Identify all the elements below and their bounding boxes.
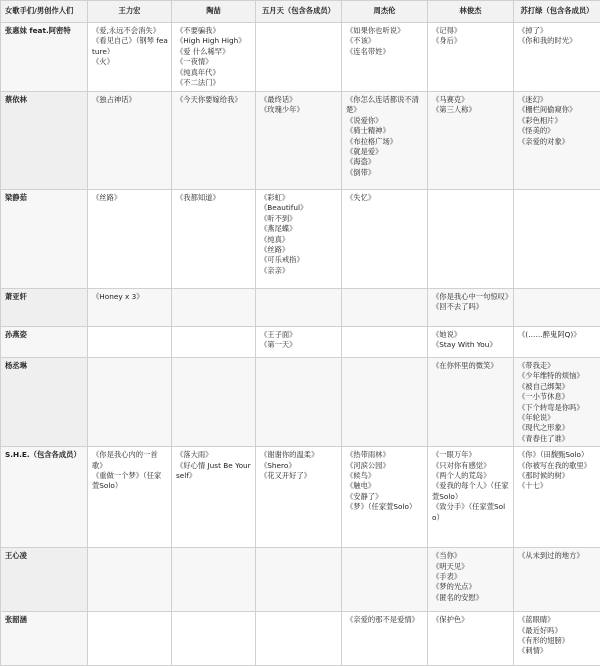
collab-cell [342, 447, 428, 548]
collab-cell [514, 358, 600, 447]
song-title: 《布拉格广场》 [346, 137, 424, 147]
song-title: 《Shero》 [260, 461, 338, 471]
singer-name: 王心凌 [1, 548, 88, 612]
collab-cell [428, 548, 514, 612]
collab-cell [172, 327, 256, 358]
song-title: 《听不到》 [260, 214, 338, 224]
song-title: 《看见自己》（钢琴 feature） [92, 36, 168, 57]
song-title: 《记得》 [432, 26, 510, 36]
song-title: 《燕尾蝶》 [260, 224, 338, 234]
song-title: 《如果你也听说》 [346, 26, 424, 36]
song-title: 《被自己绑架》 [518, 382, 597, 392]
song-title: 《连名带姓》 [346, 47, 424, 57]
collab-cell [428, 327, 514, 358]
song-title: 《爱我的每个人》（任家萱Solo） [432, 481, 510, 502]
singer-name: 梁静茹 [1, 190, 88, 289]
collab-cell [428, 289, 514, 327]
song-title: 《纯真年代》 [176, 68, 252, 78]
collab-cell [514, 92, 600, 190]
collab-cell [514, 190, 600, 289]
song-title: 《保护色》 [432, 615, 510, 625]
collab-cell [256, 23, 342, 92]
song-title: 《梦》（任家萱Solo） [346, 502, 424, 512]
collab-cell [514, 23, 600, 92]
song-title: 《候鸟》 [346, 471, 424, 481]
collab-cell [428, 190, 514, 289]
song-title: 《火》 [92, 57, 168, 67]
song-title: 《热带雨林》 [346, 450, 424, 460]
collab-cell [342, 92, 428, 190]
collab-cell [256, 92, 342, 190]
song-title: 《不要骗我》 [176, 26, 252, 36]
song-title: 《最终话》 [260, 95, 338, 105]
song-title: 《手表》 [432, 572, 510, 582]
song-title: 《Beautiful》 [260, 203, 338, 213]
header-mayday: 五月天（包含各成员） [256, 1, 342, 23]
song-title: 《她说》 [432, 330, 510, 340]
collab-cell [342, 190, 428, 289]
header-wang-leehom: 王力宏 [88, 1, 172, 23]
song-title: 《第三人称》 [432, 105, 510, 115]
singer-name: S.H.E.（包含各成员） [1, 447, 88, 548]
song-title: 《现代之形象》 [518, 423, 597, 433]
song-title: 《当你》 [432, 551, 510, 561]
collab-cell [514, 327, 600, 358]
song-title: 《你怎么连话都说不清楚》 [346, 95, 424, 116]
song-title: 《今天你要嫁给我》 [176, 95, 252, 105]
song-title: 《第一天》 [260, 340, 338, 350]
song-title: 《可乐戒指》 [260, 255, 338, 265]
song-title: 《带我走》 [518, 361, 597, 371]
collab-cell [172, 548, 256, 612]
collab-cell [172, 23, 256, 92]
song-title: 《不该》 [346, 36, 424, 46]
song-title: 《彩虹》 [260, 193, 338, 203]
song-title: 《最近好吗》 [518, 626, 597, 636]
table-row [1, 358, 600, 447]
collab-cell [172, 289, 256, 327]
song-title: 《迷幻》 [518, 95, 597, 105]
table-row [1, 327, 600, 358]
header-row [1, 1, 600, 23]
collab-cell [342, 358, 428, 447]
collab-cell [256, 289, 342, 327]
collab-cell [256, 447, 342, 548]
song-title: 《一小节休息》 [518, 392, 597, 402]
collab-cell [342, 327, 428, 358]
table-row [1, 190, 600, 289]
collab-cell [514, 548, 600, 612]
song-title: 《致分手》（任家萱Solo） [432, 502, 510, 523]
song-title: 《从未到过的地方》 [518, 551, 597, 561]
collab-cell [88, 447, 172, 548]
song-title: 《十七》 [518, 481, 597, 491]
collab-cell [256, 190, 342, 289]
collab-cell [342, 289, 428, 327]
singer-name: 蔡依林 [1, 92, 88, 190]
singer-name: 张韶涵 [1, 612, 88, 666]
song-title: 《爱 什么稀罕》 [176, 47, 252, 57]
song-title: 《Honey x 3》 [92, 292, 168, 302]
song-title: 《蓝眼睛》 [518, 615, 597, 625]
song-title: 《说爱你》 [346, 116, 424, 126]
song-title: 《青春住了谁》 [518, 434, 597, 444]
collab-cell [172, 92, 256, 190]
song-title: 《你和我的时光》 [518, 36, 597, 46]
song-title: 《掉了》 [518, 26, 597, 36]
table-row [1, 548, 600, 612]
collab-cell [256, 358, 342, 447]
song-title: 《你被写在我的歌里》 [518, 461, 597, 471]
song-title: 《你是我心内的一首歌》 [92, 450, 168, 471]
collab-cell [88, 548, 172, 612]
song-title: 《下个转弯是你吗》 [518, 403, 597, 413]
song-title: 《梦的光点》 [432, 582, 510, 592]
song-title: 《重做一个梦》（任家萱Solo） [92, 471, 168, 492]
song-title: 《落大雨》 [176, 450, 252, 460]
table-row [1, 92, 600, 190]
table-row [1, 447, 600, 548]
song-title: 《一眼万年》 [432, 450, 510, 460]
song-title: 《玫瑰少年》 [260, 105, 338, 115]
collab-cell [172, 358, 256, 447]
song-title: 《你是我心中一句惊叹》 [432, 292, 510, 302]
song-title: 《少年维特的烦恼》 [518, 371, 597, 381]
song-title: 《身后》 [432, 36, 510, 46]
collab-cell [342, 23, 428, 92]
collab-cell [256, 548, 342, 612]
song-title: 《倒带》 [346, 168, 424, 178]
song-title: 《不二法门》 [176, 78, 252, 88]
header-sodagreen: 苏打绿（包含各成员） [514, 1, 600, 23]
song-title: 《纯真》 [260, 235, 338, 245]
song-title: 《只对你有感觉》 [432, 461, 510, 471]
collab-cell [172, 447, 256, 548]
song-title: 《骑士精神》 [346, 126, 424, 136]
song-title: 《王子面》 [260, 330, 338, 340]
song-title: 《独占神话》 [92, 95, 168, 105]
song-title: 《好心情 Just Be Yourself》 [176, 461, 252, 482]
song-title: 《你》（田馥甄Solo） [518, 450, 597, 460]
song-title: 《失忆》 [346, 193, 424, 203]
collab-cell [88, 289, 172, 327]
song-title: 《一夜情》 [176, 57, 252, 67]
song-title: 《明天见》 [432, 562, 510, 572]
song-title: 《回不去了吗》 [432, 302, 510, 312]
song-title: 《亲亲》 [260, 266, 338, 276]
song-title: 《怪美的》 [518, 126, 597, 136]
song-title: 《马赛克》 [432, 95, 510, 105]
song-title: 《那时候的树》 [518, 471, 597, 481]
collab-cell [88, 23, 172, 92]
singer-name: 孙燕姿 [1, 327, 88, 358]
collab-cell [428, 358, 514, 447]
collab-cell [256, 327, 342, 358]
collab-cell [514, 612, 600, 666]
song-title: 《年轮说》 [518, 413, 597, 423]
collab-cell [88, 612, 172, 666]
song-title: 《(……醉鬼阿Q)》 [518, 330, 597, 340]
collab-cell [172, 612, 256, 666]
song-title: 《我都知道》 [176, 193, 252, 203]
song-title: 《就是爱》 [346, 147, 424, 157]
collab-cell [428, 23, 514, 92]
collab-cell [428, 92, 514, 190]
collab-cell [88, 327, 172, 358]
collab-cell [88, 92, 172, 190]
song-title: 《爱,永远不会消失》 [92, 26, 168, 36]
singer-name: 杨丞琳 [1, 358, 88, 447]
table-row [1, 289, 600, 327]
collab-cell [428, 612, 514, 666]
song-title: 《亲爱的对象》 [518, 137, 597, 147]
table-row [1, 612, 600, 666]
song-title: 《有形的翅膀》 [518, 636, 597, 646]
song-title: 《丝路》 [260, 245, 338, 255]
song-title: 《亲爱的那不是爱情》 [346, 615, 424, 625]
collab-cell [342, 612, 428, 666]
collab-cell [428, 447, 514, 548]
table-row [1, 23, 600, 92]
collab-cell [88, 358, 172, 447]
song-title: 《Stay With You》 [432, 340, 510, 350]
header-david-tao: 陶喆 [172, 1, 256, 23]
singer-name: 萧亚轩 [1, 289, 88, 327]
song-title: 《触电》 [346, 481, 424, 491]
song-title: 《谢谢你的温柔》 [260, 450, 338, 460]
song-title: 《安静了》 [346, 492, 424, 502]
collab-cell [256, 612, 342, 666]
song-title: 《刺情》 [518, 646, 597, 656]
song-title: 《High High High》 [176, 36, 252, 46]
singer-name: 张惠妹 feat.阿密特 [1, 23, 88, 92]
song-title: 《丝路》 [92, 193, 168, 203]
collab-cell [514, 447, 600, 548]
song-title: 《两个人的荒岛》 [432, 471, 510, 481]
song-title: 《花又开好了》 [260, 471, 338, 481]
header-jj-lin: 林俊杰 [428, 1, 514, 23]
collab-cell [172, 190, 256, 289]
collab-cell [88, 190, 172, 289]
song-title: 《彩色相片》 [518, 116, 597, 126]
song-title: 《栅栏间偷窥你》 [518, 105, 597, 115]
header-singers: 女歌手们/男创作人们 [1, 1, 88, 23]
song-title: 《在你怀里的微笑》 [432, 361, 510, 371]
song-title: 《河滨公园》 [346, 461, 424, 471]
collab-cell [514, 289, 600, 327]
collab-cell [342, 548, 428, 612]
header-jay-chou: 周杰伦 [342, 1, 428, 23]
song-title: 《匿名的安慰》 [432, 593, 510, 603]
song-title: 《海盗》 [346, 157, 424, 167]
